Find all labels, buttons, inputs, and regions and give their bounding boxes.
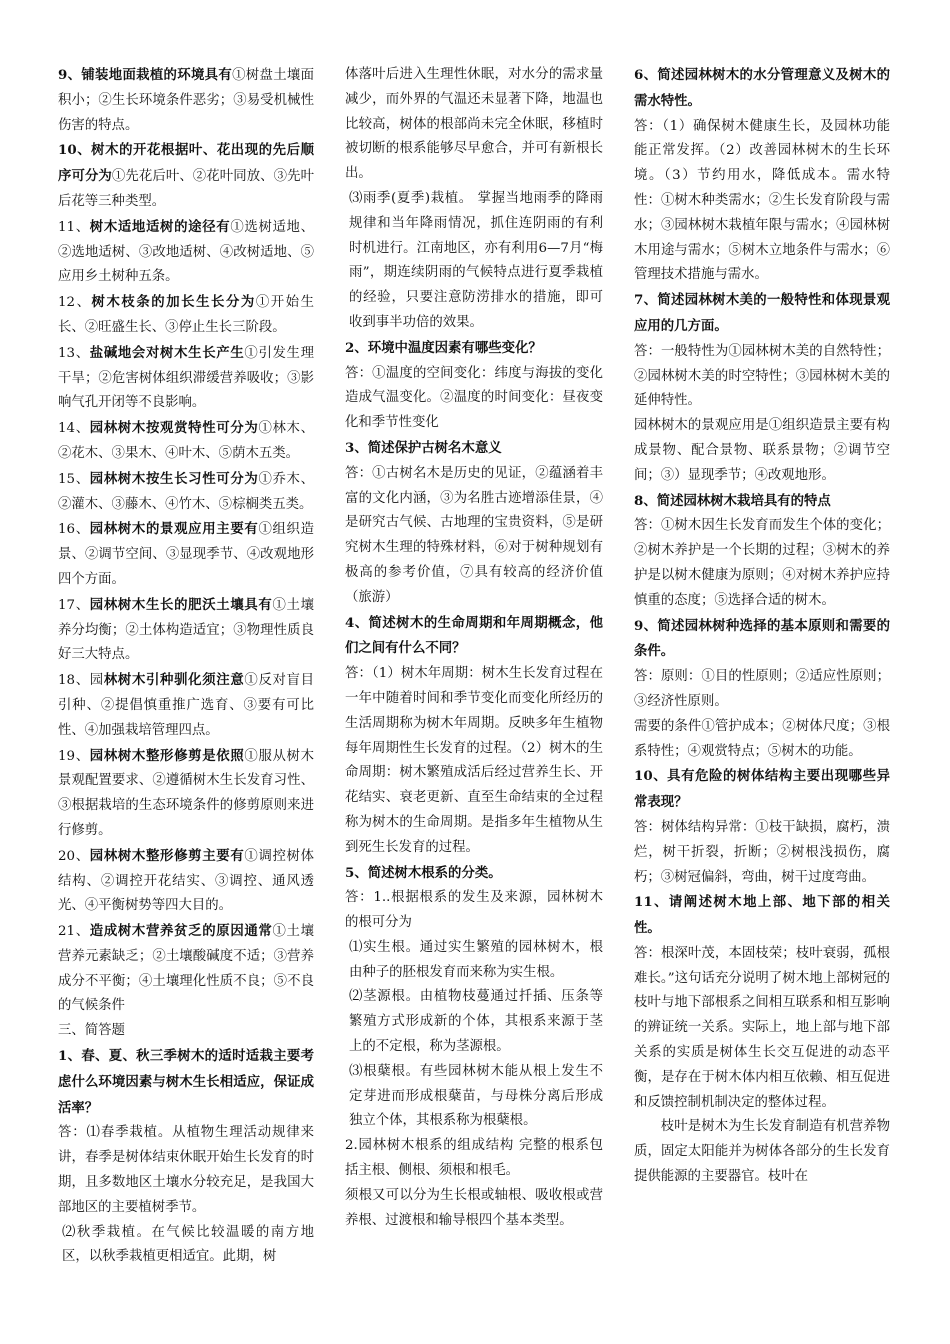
- paragraph: [58, 1019, 314, 1044]
- body-text: ①土壤养分均衡；②土体构造适宜；③物理性质良好三大特点。: [58, 597, 315, 663]
- item-number: 15、: [58, 471, 90, 487]
- body-text: 三、简答题: [58, 1023, 125, 1039]
- body-text: 需要的条件①管护成本；②树体尺度；③根系特性；④观赏特点；⑤树木的功能。: [634, 718, 890, 759]
- bold-heading: 5、简述树木根系的分类。: [345, 864, 502, 881]
- body-text: ⑴实生根。通过实生繁殖的园林树木，根由种子的胚根发育而来称为实生根。: [349, 939, 603, 980]
- paragraph: [634, 890, 890, 942]
- paragraph: [345, 336, 603, 362]
- bold-heading: 7、简述园林树木美的一般特性和体现景观应用的几方面。: [634, 292, 890, 334]
- body-text: ①服从树木景观配置要求、②遵循树木生长发育习性、③根据栽培的生态环境条件的修剪原则来进行修剪。: [58, 748, 315, 838]
- body-text: ①调控树体结构、②调控开花结实、③调控、通风透光、④平衡树势等四大目的。: [58, 848, 315, 914]
- paragraph: [345, 886, 603, 936]
- paragraph: [634, 115, 890, 289]
- item-number: 21、: [58, 924, 90, 940]
- body-text: ⑶根蘖根。有些园林树木能从根上发生不定芽进而形成根蘖苗，与母株分离后形成独立个体，其根系称为根蘖根。: [349, 1063, 603, 1129]
- paragraph: [58, 63, 314, 138]
- paragraph: [58, 341, 314, 416]
- paragraph: [345, 936, 603, 986]
- paragraph: [58, 593, 314, 668]
- paragraph: [345, 362, 603, 436]
- paragraph: [634, 489, 890, 515]
- paragraph: [634, 614, 890, 666]
- item-number: 13、: [58, 345, 90, 361]
- paragraph: [634, 288, 890, 340]
- item-number: 11、: [58, 219, 90, 235]
- paragraph: [345, 436, 603, 462]
- paragraph: [634, 1115, 890, 1189]
- bold-heading: 11、请阐述树木地上部、地下部的相关性。: [634, 894, 890, 937]
- paragraph: [634, 665, 890, 715]
- paragraph: [345, 1184, 603, 1234]
- item-number: 20、: [58, 848, 90, 864]
- paragraph: [58, 138, 314, 214]
- paragraph: [345, 662, 603, 860]
- paragraph: [634, 942, 890, 1116]
- body-text: ①反对盲目引种、②提倡慎重推广选育、③要有可比性、④加强栽培管理四点。: [58, 673, 315, 738]
- bold-heading: 园林树木生长的肥沃土壤具有: [89, 596, 273, 613]
- body-text: 答：（1）确保树木健康生长，及园林功能能正常发挥。（2）改善园林树木的生长环境。（3）节约用水，降低成本。需水特性：①树木种类需水；②生长发育阶段与需水；③园林树木栽植年限与需水；④园林树木用途与需水；⑤树木立地条件与需水；⑥管理技术措施与需水。: [634, 118, 890, 283]
- body-text: 答：（1）树木年周期：树木生长发育过程在一年中随着时间和季节变化而变化所经历的生活周期称为树木年周期。反映多年生植物每年周期性生长发育的过程。（2）树木的生命周期：树木繁殖成活后经过营养生长、开花结实、衰老更新、直至生命结束的全过程称为树木的生命周期。是指多年生植物从生到死生长发育的过程。: [345, 666, 603, 855]
- paragraph: [345, 611, 603, 663]
- paragraph: [634, 715, 890, 765]
- paragraph: [345, 462, 603, 611]
- column-1: [58, 63, 314, 1270]
- bold-heading: 10、具有危险的树体结构主要出现哪些异常表现？: [634, 768, 890, 811]
- paragraph: [345, 187, 603, 336]
- bold-heading: 园林树木的景观应用主要有: [89, 521, 259, 538]
- body-text: ①选树适地、②选地适树、③改地适树、④改树适地、⑤应用乡土树种五条。: [58, 219, 314, 285]
- column-2: [345, 63, 603, 1233]
- paragraph: [58, 416, 314, 467]
- bold-heading: 9、铺装地面栽植的环境具有: [58, 67, 233, 83]
- paragraph: [634, 514, 890, 613]
- paragraph: [58, 1221, 314, 1271]
- body-text: 枝叶是树木为生长发育制造有机营养物质，固定太阳能并为树体各部分的生长发育提供能源的主要器官。枝叶在: [634, 1119, 890, 1185]
- body-text: 须根又可以分为生长根或轴根、吸收根或营养根、过渡根和输导根四个基本类型。: [345, 1187, 603, 1228]
- body-text: ①林木、②花木、③果木、④叶木、⑤荫木五类。: [58, 421, 314, 461]
- item-number: 14、: [58, 421, 90, 437]
- body-text: ①组织造景、②调节空间、③显现季节、④改观地形四个方面。: [58, 522, 314, 587]
- paragraph: [58, 844, 314, 919]
- paragraph: [58, 744, 314, 844]
- body-text: 体落叶后进入生理性休眠，对水分的需求量减少，而外界的气温还未显著下降，地温也比较高，树体的根部尚未完全休眠，移植时被切断的根系能够尽早愈合，并可有新根长出。: [345, 67, 603, 182]
- item-number: 18、园: [58, 673, 104, 689]
- body-text: ⑶雨季(夏季)栽植。 掌握当地雨季的降雨规律和当年降雨情况，抓住连阴雨的有利时机进行。江南地区，亦有利用6—7月“梅雨”，期连续阴雨的气候特点进行夏季栽植的经验，只要注意防涝排水的措施，即可收到事半功倍的效果。: [349, 190, 603, 330]
- paragraph: [58, 215, 314, 290]
- paragraph: [58, 919, 314, 1019]
- paragraph: [58, 1121, 314, 1220]
- paragraph: [58, 467, 314, 518]
- bold-heading: 林树木引种驯化须注意: [103, 672, 245, 689]
- item-number: 16、: [58, 522, 90, 538]
- body-text: 园林树木的景观应用是①组织造景主要有构成景物、配合景物、联系景物；②调节空间；③）显现季节；④改观地形。: [634, 418, 890, 483]
- item-number: 19、: [58, 748, 90, 764]
- body-text: 答：1..根据根系的发生及来源，园林树木的根可分为: [345, 890, 603, 931]
- bold-heading: 园林树木按观赏特性可分为: [89, 420, 259, 437]
- bold-heading: 2、环境中温度因素有哪些变化？: [345, 339, 542, 356]
- body-text: 答：①树木因生长发育而发生个体的变化；②树木养护是一个长期的过程；③树木的养护是以树木健康为原则；④对树木养护应持慎重的态度；⑤选择合适的树木。: [634, 518, 890, 608]
- bold-heading: 树木适地适树的途径有: [89, 218, 231, 235]
- bold-heading: 10、树木的开花根据叶、花出现的先后顺序可分为: [58, 142, 314, 185]
- bold-heading: 造成树木营养贫乏的原因通常: [89, 923, 273, 940]
- item-number: 12、: [58, 295, 92, 311]
- bold-heading: 9、简述园林树种选择的基本原则和需要的条件。: [634, 617, 890, 660]
- paragraph: [58, 668, 314, 743]
- bold-heading: 6、简述园林树木的水分管理意义及树木的需水特性。: [634, 67, 890, 109]
- bold-heading: 3、简述保护古树名木意义: [345, 439, 502, 456]
- body-text: 2.园林树木根系的组成结构 完整的根系包括主根、侧根、须根和根毛。: [345, 1138, 603, 1179]
- body-text: ⑵秋季栽植。在气候比较温暖的南方地区，以秋季栽植更相适宜。此期，树: [62, 1224, 314, 1265]
- paragraph: [634, 63, 890, 115]
- body-text: ①先花后叶、②花叶同放、③先叶后花等三种类型。: [58, 169, 315, 209]
- body-text: 答：树体结构异常：①枝干缺损，腐朽，溃烂，树干折裂，折断；②树根浅损伤，腐朽；③树冠偏斜，弯曲，树干过度弯曲。: [634, 819, 890, 885]
- paragraph: [634, 764, 890, 816]
- paragraph: [345, 861, 603, 887]
- body-text: ①引发生理干旱；②危害树体组织滞缓营养吸收；③影响气孔开闭等不良影响。: [58, 345, 315, 411]
- bold-heading: 园林树木整形修剪是依照: [89, 747, 245, 764]
- column-3: [634, 63, 890, 1190]
- body-text: ①树盘土壤面积小；②生长环境条件恶劣；③易受机械性伤害的特点。: [58, 68, 314, 133]
- bold-heading: 树木枝条的加长生长分为: [91, 294, 256, 311]
- body-text: ①土壤营养元素缺乏；②土壤酸碱度不适；③营养成分不平衡；④土壤理化性质不良；⑤不良的气候条件: [58, 924, 315, 1014]
- body-text: 答：①古树名木是历史的见证，②蕴涵着丰富的文化内涵，③为名胜古迹增添佳景，④是研究古气候、古地理的宝贵资料，⑤是研究树木生理的特殊材料，⑥对于树种规划有极高的参考价值，⑦具有较高的经济价值（旅游）: [345, 465, 603, 605]
- paragraph: [634, 816, 890, 890]
- paragraph: [345, 1134, 603, 1184]
- body-text: 答：⑴春季栽植。从植物生理活动规律来讲，春季是树体结束休眠开始生长发育的时期，且多数地区土壤水分较充足，是我国大部地区的主要植树季节。: [58, 1125, 314, 1215]
- bold-heading: 园林树木按生长习性可分为: [89, 470, 259, 487]
- body-text: ⑵茎源根。由植物枝蔓通过扦插、压条等繁殖方式形成新的个体，其根系来源于茎上的不定根，称为茎源根。: [349, 989, 603, 1055]
- paragraph: [58, 517, 314, 592]
- paragraph: [634, 340, 890, 414]
- paragraph: [634, 414, 890, 488]
- body-text: 答：一般特性为①园林树木美的自然特性；②园林树木美的时空特性；③园林树木美的延伸特性。: [634, 343, 890, 409]
- bold-heading: 园林树木整形修剪主要有: [89, 847, 245, 864]
- bold-heading: 1、春、夏、秋三季树木的适时适栽主要考虑什么环境因素与树木生长相适应，保证成活率？: [58, 1048, 314, 1116]
- body-text: ①乔木、②灌木、③藤木、④竹木、⑤棕榈类五类。: [58, 471, 314, 512]
- bold-heading: 8、简述园林树木栽培具有的特点: [634, 492, 831, 509]
- body-text: 答：根深叶茂，本固枝荣；枝叶衰弱，孤根难长。”这句话充分说明了树木地上部树冠的枝叶与地下部根系之间相互联系和相互影响的辨证统一关系。实际上，地上部与地下部关系的实质是树体生长交互促进的动态平衡，是存在于树木体内相互依赖、相互促进和反馈控制机制决定的整体过程。: [634, 945, 890, 1110]
- paragraph: [58, 290, 314, 341]
- paragraph: [345, 1060, 603, 1134]
- item-number: 17、: [58, 597, 90, 613]
- paragraph: [58, 1044, 314, 1121]
- paragraph: [345, 985, 603, 1059]
- body-text: ①开始生长、②旺盛生长、③停止生长三阶段。: [58, 295, 315, 335]
- paragraph: [345, 63, 603, 187]
- bold-heading: 盐碱地会对树木生长产生: [89, 344, 245, 361]
- bold-heading: 4、简述树木的生命周期和年周期概念，他们之间有什么不同？: [345, 614, 603, 657]
- body-text: 答：①温度的空间变化：纬度与海拔的变化造成气温变化。②温度的时间变化：昼夜变化和季节性变化: [345, 365, 603, 431]
- body-text: 答：原则：①目的性原则；②适应性原则；③经济性原则。: [634, 669, 890, 709]
